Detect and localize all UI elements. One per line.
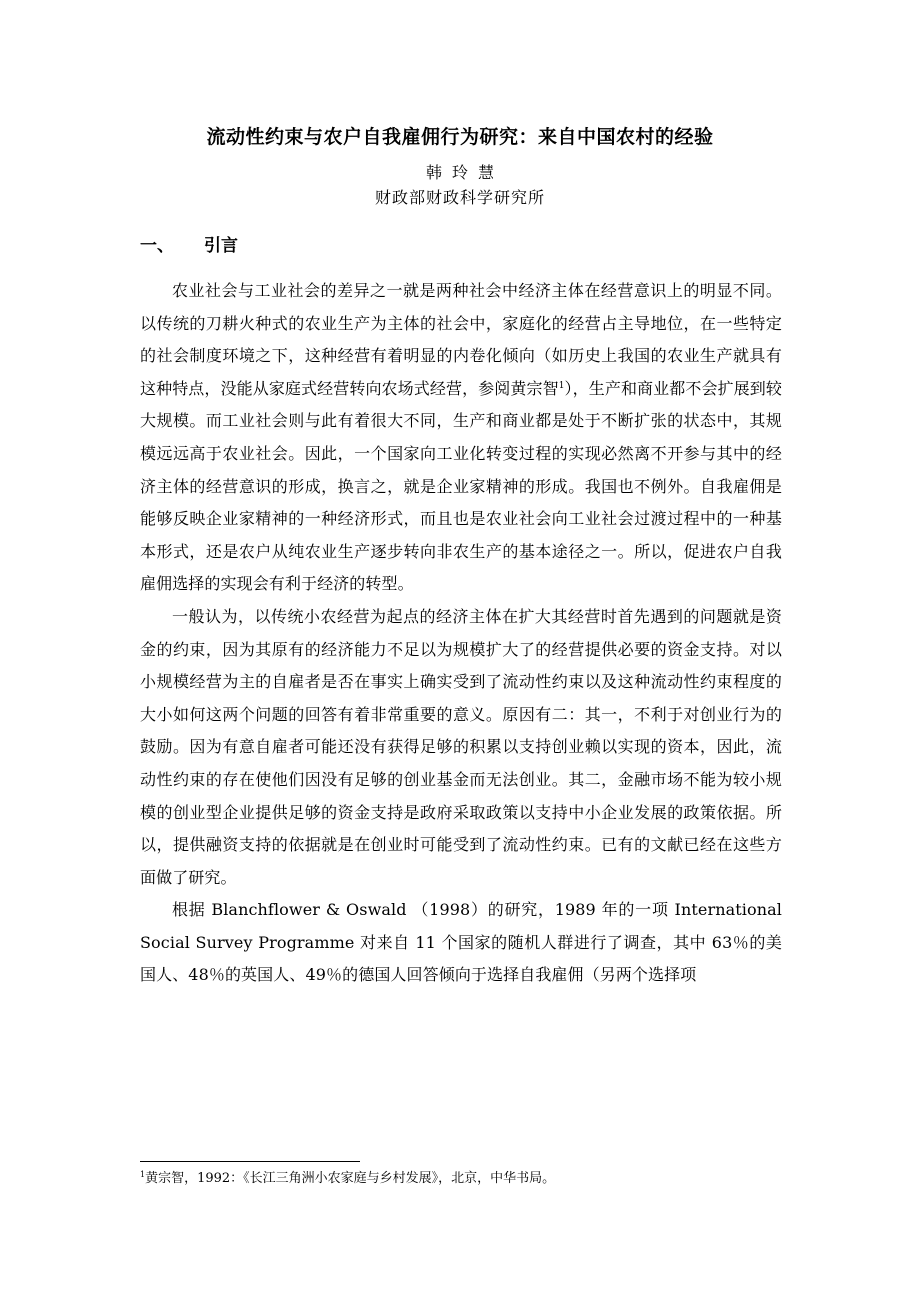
- section-number: 一、: [140, 236, 174, 256]
- paragraph-1-text-b: ），生产和商业都不会扩展到较大规模。而工业社会则与此有着很大不同，生产和商业都是处于不断扩张的状态中，其规模远远高于农业社会。因此，一个国家向工业化转变过程的实现必然离不开参与其中的经济主体的经营意识的形成，换言之，就是企业家精神的形成。我国也不例外。自我雇佣是能够反映企业家精神的一种经济形式，而且也是农业社会向工业社会过渡过程中的一种基本形式，还是农户从纯农业生产逐步转向非农生产的基本途径之一。所以，促进农户自我雇佣选择的实现会有利于经济的转型。: [140, 378, 782, 594]
- author-name: 韩玲慧: [425, 163, 504, 182]
- footnote-separator: [140, 1161, 360, 1162]
- paragraph-1-text-a: 农业社会与工业社会的差异之一就是两种社会中经济主体在经营意识上的明显不同。以传统的刀耕火种式的农业生产为主体的社会中，家庭化的经营占主导地位，在一些特定的社会制度环境之下，这种经营有着明显的内卷化倾向（如历史上我国的农业生产就具有这种特点，没能从家庭式经营转向农场式经营，参阅黄宗智: [140, 281, 782, 398]
- body-text: [140, 275, 782, 992]
- footnote: [140, 1170, 555, 1188]
- paragraph-2: 一般认为，以传统小农经营为起点的经济主体在扩大其经营时首先遇到的问题就是资金的约束，因为其原有的经济能力不足以为规模扩大了的经营提供必要的资金支持。对以小规模经营为主的自雇者是否在事实上确实受到了流动性约束以及这种流动性约束程度的大小如何这两个问题的回答有着非常重要的意义。原因有二：其一，不利于对创业行为的鼓励。因为有意自雇者可能还没有获得足够的积累以支持创业赖以实现的资本，因此，流动性约束的存在使他们因没有足够的创业基金而无法创业。其二，金融市场不能为较小规模的创业型企业提供足够的资金支持是政府采取政策以支持中小企业发展的政策依据。所以，提供融资支持的依据就是在创业时可能受到了流动性约束。已有的文献已经在这些方面做了研究。: [140, 606, 782, 887]
- paragraph-1: [140, 275, 782, 601]
- footnote-reference[interactable]: 1: [558, 380, 565, 391]
- footnote-marker: 1: [140, 1170, 146, 1179]
- section-title: 引言: [204, 236, 238, 256]
- paragraph-3: 根据 Blanchflower & Oswald （1998）的研究，1989 年的一项 International Social Survey Programme 对来自 11 个国家的随机人群进行了调查，其中 63％的美国人、48％的英国人、49％的德国人回答倾向于选择自我雇佣（另两个选择项: [140, 900, 782, 985]
- section-heading: [140, 231, 238, 256]
- author-affiliation: 财政部财政科学研究所: [374, 188, 545, 207]
- paper-title: 流动性约束与农户自我雇佣行为研究：来自中国农村的经验: [206, 126, 714, 148]
- footnote-text: 黄宗智，1992：《长江三角洲小农家庭与乡村发展》，北京，中华书局。: [145, 1171, 556, 1186]
